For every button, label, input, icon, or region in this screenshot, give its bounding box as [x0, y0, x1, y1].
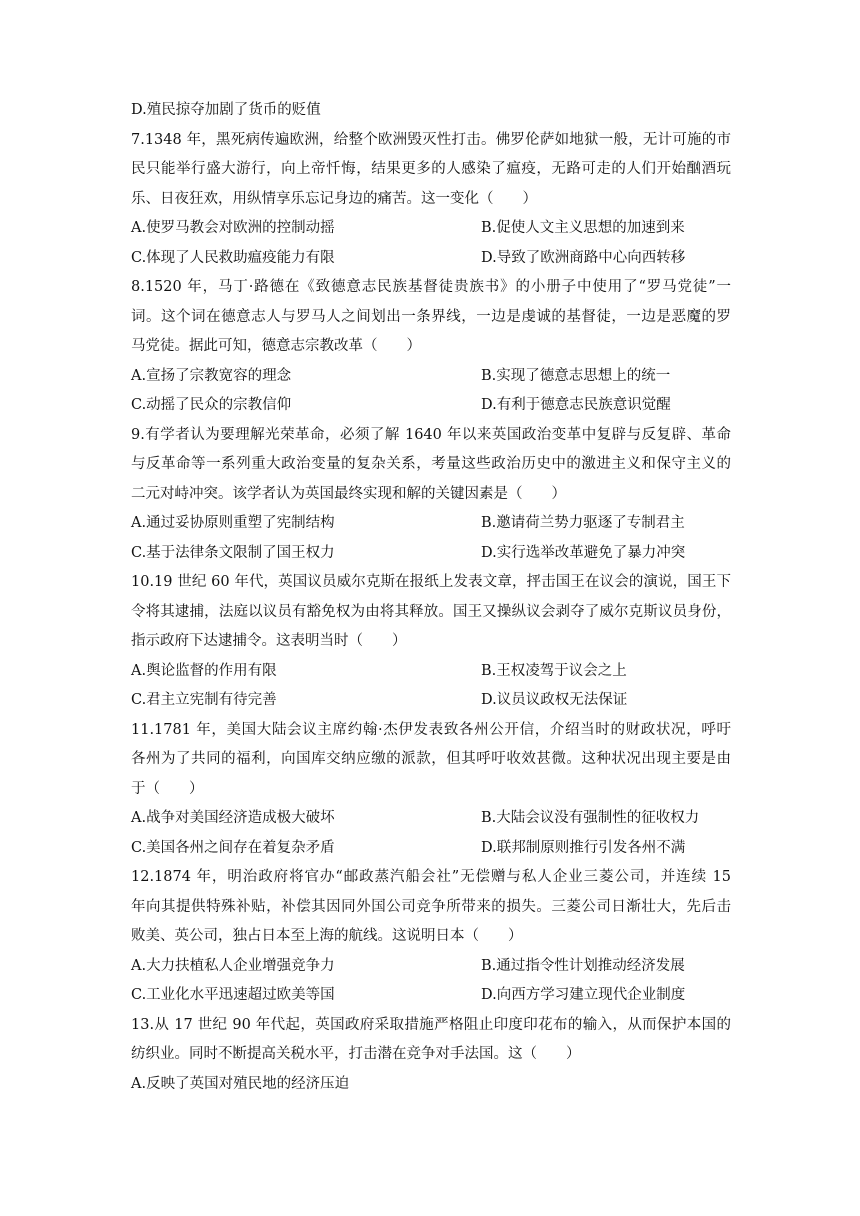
option-c: C.基于法律条文限制了国王权力	[131, 544, 335, 561]
option-b: B.通过指令性计划推动经济发展	[481, 957, 685, 974]
option-a: A.使罗马教会对欧洲的控制动摇	[131, 220, 335, 236]
question-stem-line: 指示政府下达逮捕令。这表明当时（ ）	[131, 633, 407, 649]
option-b: B.王权凌驾于议会之上	[481, 662, 627, 679]
option-c: C.体现了人民救助瘟疫能力有限	[131, 249, 335, 266]
question-stem-line: 7.1348 年，黑死病传遍欧洲，给整个欧洲毁灭性打击。佛罗伦萨如地狱一般，无计可施的市	[131, 131, 731, 148]
option-a: A.大力扶植私人企业增强竞争力	[131, 957, 335, 974]
question-stem-line: 词。这个词在德意志人与罗马人之间划出一条界线，一边是虔诚的基督徒，一边是恶魔的罗	[131, 308, 731, 325]
question-stem-line: 12.1874 年，明治政府将官办“邮政蒸汽船会社”无偿赠与私人企业三菱公司，并连续 15	[131, 869, 731, 885]
option-b: B.促使人文主义思想的加速到来	[481, 220, 685, 236]
option-d: D.向西方学习建立现代企业制度	[481, 987, 686, 1003]
option-row	[131, 804, 731, 834]
option-row	[131, 509, 731, 539]
option-b: B.大陆会议没有强制性的征收权力	[481, 810, 700, 826]
option-line: D.殖民掠夺加剧了货币的贬值	[131, 102, 321, 118]
option-a: A.反映了英国对殖民地的经济压迫	[131, 1075, 350, 1092]
option-a: A.舆论监督的作用有限	[131, 662, 277, 679]
question-stem-line: 乐、日夜狂欢，用纵情享乐忘记身边的痛苦。这一变化（ ）	[131, 190, 537, 207]
question-8	[131, 273, 731, 421]
option-a: A.通过妥协原则重塑了宪制结构	[131, 515, 335, 531]
option-row	[131, 362, 731, 392]
option-row	[131, 834, 731, 864]
question-stem-line: 于（ ）	[131, 780, 204, 797]
exam-page	[131, 96, 731, 1099]
option-d: D.有利于德意志民族意识觉醒	[481, 397, 671, 413]
question-stem-line: 败美、英公司，独占日本至上海的航线。这说明日本（ ）	[131, 928, 523, 944]
option-c: C.美国各州之间存在着复杂矛盾	[131, 839, 335, 856]
option-a: A.战争对美国经济造成极大破坏	[131, 810, 335, 826]
option-d: D.实行选举改革避免了暴力冲突	[481, 544, 686, 561]
option-d: D.联邦制原则推行引发各州不满	[481, 839, 686, 856]
question-12	[131, 863, 731, 1011]
question-stem-line: 年向其提供特殊补贴，补偿其因同外国公司竞争所带来的损失。三菱公司日渐壮大，先后击	[131, 898, 731, 915]
question-stem-line: 11.1781 年，美国大陆会议主席约翰·杰伊发表致各州公开信，介绍当时的财政状况，呼吁	[131, 721, 731, 738]
option-c: C.君主立宪制有待完善	[131, 692, 277, 708]
question-stem-line: 令将其逮捕，法庭以议员有豁免权为由将其释放。国王又操纵议会剥夺了威尔克斯议员身份，	[131, 603, 731, 620]
question-stem-line: 二元对峙冲突。该学者认为英国最终实现和解的关键因素是（ ）	[131, 485, 566, 502]
option-row	[131, 391, 731, 421]
option-row	[131, 539, 731, 569]
option-row	[131, 686, 731, 716]
option-row	[131, 981, 731, 1011]
question-stem-line: 9.有学者认为要理解光荣革命，必须了解 1640 年以来英国政治变革中复辟与反复辟、革命	[131, 426, 731, 443]
question-stem-line: 各州为了共同的福利，向国库交纳应缴的派款，但其呼吁收效甚微。这种状况出现主要是由	[131, 751, 731, 767]
option-c: C.动摇了民众的宗教信仰	[131, 397, 292, 413]
question-stem-line: 8.1520 年，马丁·路德在《致德意志民族基督徒贵族书》的小册子中使用了“罗马党徒”一	[131, 279, 731, 295]
option-b: B.邀请荷兰势力驱逐了专制君主	[481, 515, 685, 531]
option-row	[131, 952, 731, 982]
question-stem-line: 纺织业。同时不断提高关税水平，打击潜在竞争对手法国。这（ ）	[131, 1046, 581, 1062]
question-stem-line: 13.从 17 世纪 90 年代起，英国政府采取措施严格阻止印度印花布的输入，从而保护本国的	[131, 1016, 731, 1033]
option-c: C.工业化水平迅速超过欧美等国	[131, 987, 335, 1003]
option-row	[131, 244, 731, 274]
option-b: B.实现了德意志思想上的统一	[481, 367, 671, 384]
question-10	[131, 568, 731, 716]
option-row	[131, 657, 731, 687]
option-row	[131, 214, 731, 244]
option-a: A.宣扬了宗教宽容的理念	[131, 367, 292, 384]
option-d: D.导致了欧洲商路中心向西转移	[481, 249, 686, 266]
question-7	[131, 126, 731, 274]
question-11	[131, 716, 731, 864]
question-stem-line: 10.19 世纪 60 年代，英国议员威尔克斯在报纸上发表文章，抨击国王在议会的演说，国王下	[131, 574, 731, 590]
question-13	[131, 1011, 731, 1100]
option-d: D.议员议政权无法保证	[481, 692, 628, 708]
question-9	[131, 421, 731, 569]
question-stem-line: 马党徒。据此可知，德意志宗教改革（ ）	[131, 338, 421, 354]
question-stem-line: 与反革命等一系列重大政治变量的复杂关系，考量这些政治历史中的激进主义和保守主义的	[131, 456, 731, 472]
question-stem-line: 民只能举行盛大游行，向上帝忏悔，结果更多的人感染了瘟疫，无路可走的人们开始酗酒玩	[131, 161, 731, 177]
